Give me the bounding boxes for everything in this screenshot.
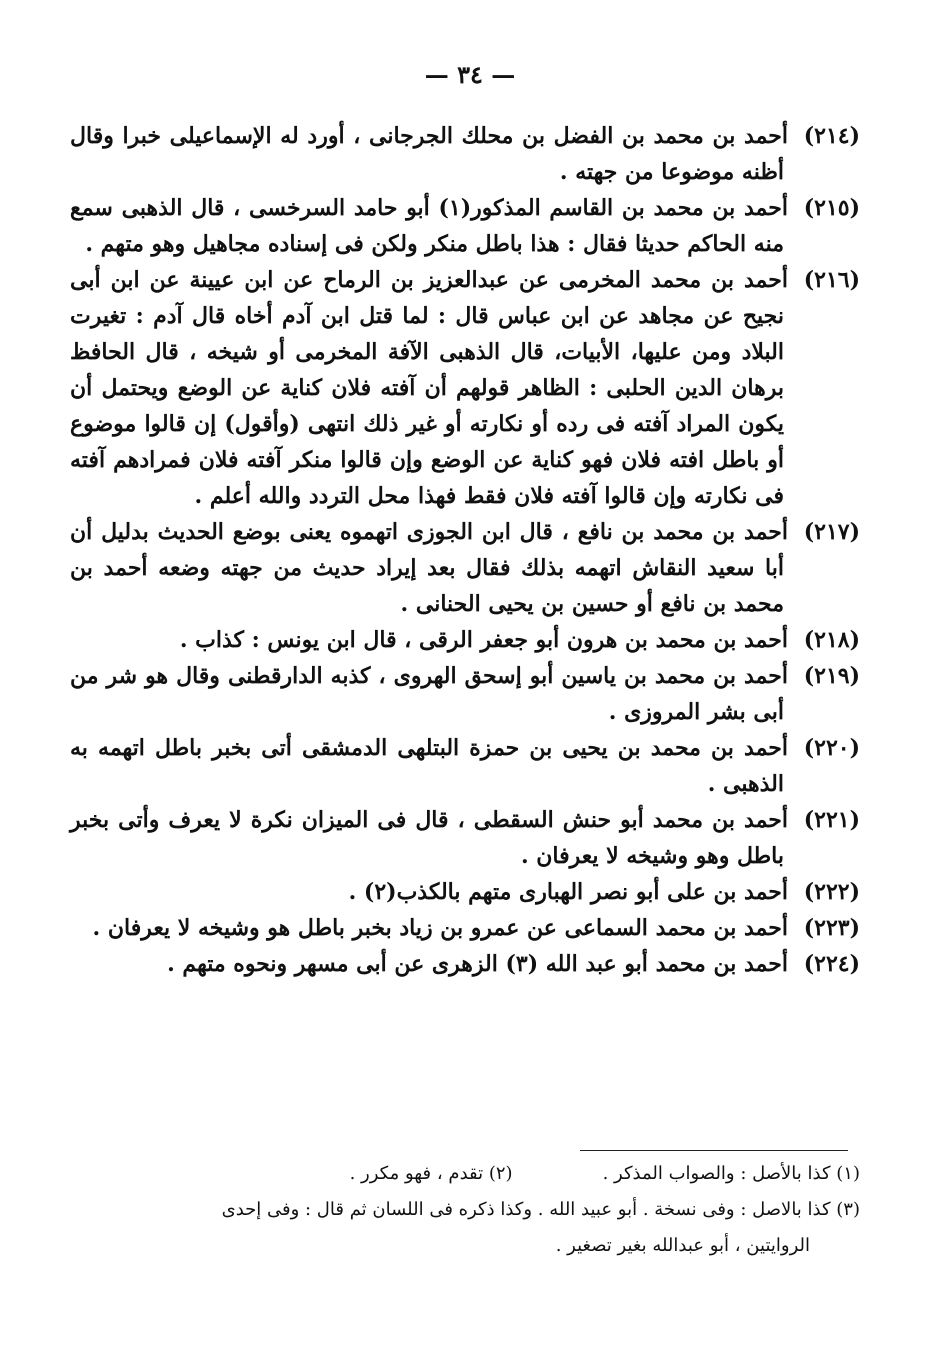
footnote-3: (٣) كذا بالاصل : وفى نسخة . أبو عبيد الله . وكذا ذكره فى اللسان ثم قال : وفى إحدى bbox=[221, 1199, 860, 1220]
entry-text: أحمد بن محمد بن نافع ، قال ابن الجوزى اتهموه يعنى بوضع الحديث بدليل أن أبا سعيد النقاش اتهمه بذلك فقال بعد إيراد حديث من جهته وضعه أحمد بن محمد بن نافع أو حسين بن يحيى الحنانى . bbox=[70, 519, 788, 617]
entry-number: (٢١٤) bbox=[803, 123, 860, 149]
entry-number: (٢٢٠) bbox=[803, 735, 860, 761]
entry-text: أحمد بن محمد بن هرون أبو جعفر الرقى ، قال ابن يونس : كذاب . bbox=[179, 627, 788, 653]
footnote-2: (٢) تقدم ، فهو مكرر . bbox=[349, 1163, 513, 1184]
footnote-divider bbox=[580, 1150, 848, 1151]
entry-number: (٢١٥) bbox=[803, 195, 860, 221]
entry-text: أحمد بن محمد أبو حنش السقطى ، قال فى الميزان نكرة لا يعرف وأتى بخبر باطل وهو وشيخه لا يعرفان . bbox=[70, 807, 788, 869]
list-item bbox=[70, 658, 860, 730]
list-item bbox=[70, 802, 860, 874]
footnote-1: (١) كذا بالأصل : والصواب المذكر . bbox=[602, 1163, 860, 1184]
list-item bbox=[70, 118, 860, 190]
entry-text: أحمد بن محمد بن الفضل بن محلك الجرجانى ، أورد له الإسماعيلى خبرا وقال أظنه موضوعا من جهته . bbox=[70, 123, 788, 185]
entry-number: (٢١٦) bbox=[803, 267, 860, 293]
entry-number: (٢٢٤) bbox=[803, 951, 860, 977]
footnote-3-continuation: الروايتين ، أبو عبدالله بغير تصغير . bbox=[555, 1235, 810, 1256]
footnotes bbox=[70, 1156, 860, 1264]
entry-text: أحمد بن محمد السماعى عن عمرو بن زياد بخبر باطل هو وشيخه لا يعرفان . bbox=[92, 915, 788, 941]
list-item bbox=[70, 622, 860, 658]
list-item bbox=[70, 190, 860, 262]
list-item bbox=[70, 910, 860, 946]
entry-text: أحمد بن محمد بن القاسم المذكور(١) أبو حامد السرخسى ، قال الذهبى سمع منه الحاكم حديثا فقال : هذا باطل منكر ولكن فى إسناده مجاهيل وهو متهم . bbox=[70, 195, 788, 257]
list-item bbox=[70, 514, 860, 622]
entry-text: أحمد بن محمد أبو عبد الله (٣) الزهرى عن أبى مسهر ونحوه متهم . bbox=[167, 951, 788, 977]
entry-text: أحمد بن على أبو نصر الهبارى متهم بالكذب(٢) . bbox=[348, 879, 788, 905]
page-number: — ٣٤ — bbox=[424, 60, 516, 89]
list-item bbox=[70, 730, 860, 802]
entry-text: أحمد بن محمد بن يحيى بن حمزة البتلهى الدمشقى أتى بخبر باطل اتهمه به الذهبى . bbox=[70, 735, 788, 797]
entry-number: (٢١٧) bbox=[803, 519, 860, 545]
list-item bbox=[70, 946, 860, 982]
entry-text: أحمد بن محمد بن ياسين أبو إسحق الهروى ، كذبه الدارقطنى وقال هو شر من أبى بشر المروزى . bbox=[70, 663, 788, 725]
entry-number: (٢١٩) bbox=[803, 663, 860, 689]
entry-number: (٢١٨) bbox=[803, 627, 860, 653]
entry-number: (٢٢٣) bbox=[803, 915, 860, 941]
footnote-line bbox=[70, 1156, 860, 1192]
list-item bbox=[70, 262, 860, 514]
entry-text: أحمد بن محمد المخرمى عن عبدالعزيز بن الرماح عن ابن عيينة عن ابن أبى نجيح عن مجاهد عن ابن عباس قال : لما قتل ابن آدم أخاه قال آدم : تغيرت البلاد ومن عليها، الأبيات، قال الذهبى الآفة المخرمى أو شيخه ، قال الحافظ برهان الدين الحلبى : الظاهر قولهم أن آفته فلان كناية عن الوضع ويحتمل أن يكون المراد آفته فى رده أو نكارته أو غير ذلك انتهى (وأقول) إن قالوا موضوع أو باطل افته فلان فهو كناية عن الوضع وإن قالوا منكر آفته فلان فمرادهم آفته فى نكارته وإن قالوا آفته فلان فقط فهذا محل التردد والله أعلم . bbox=[70, 267, 788, 509]
list-item bbox=[70, 874, 860, 910]
entry-list bbox=[70, 118, 860, 982]
entry-number: (٢٢١) bbox=[803, 807, 860, 833]
entry-number: (٢٢٢) bbox=[803, 879, 860, 905]
